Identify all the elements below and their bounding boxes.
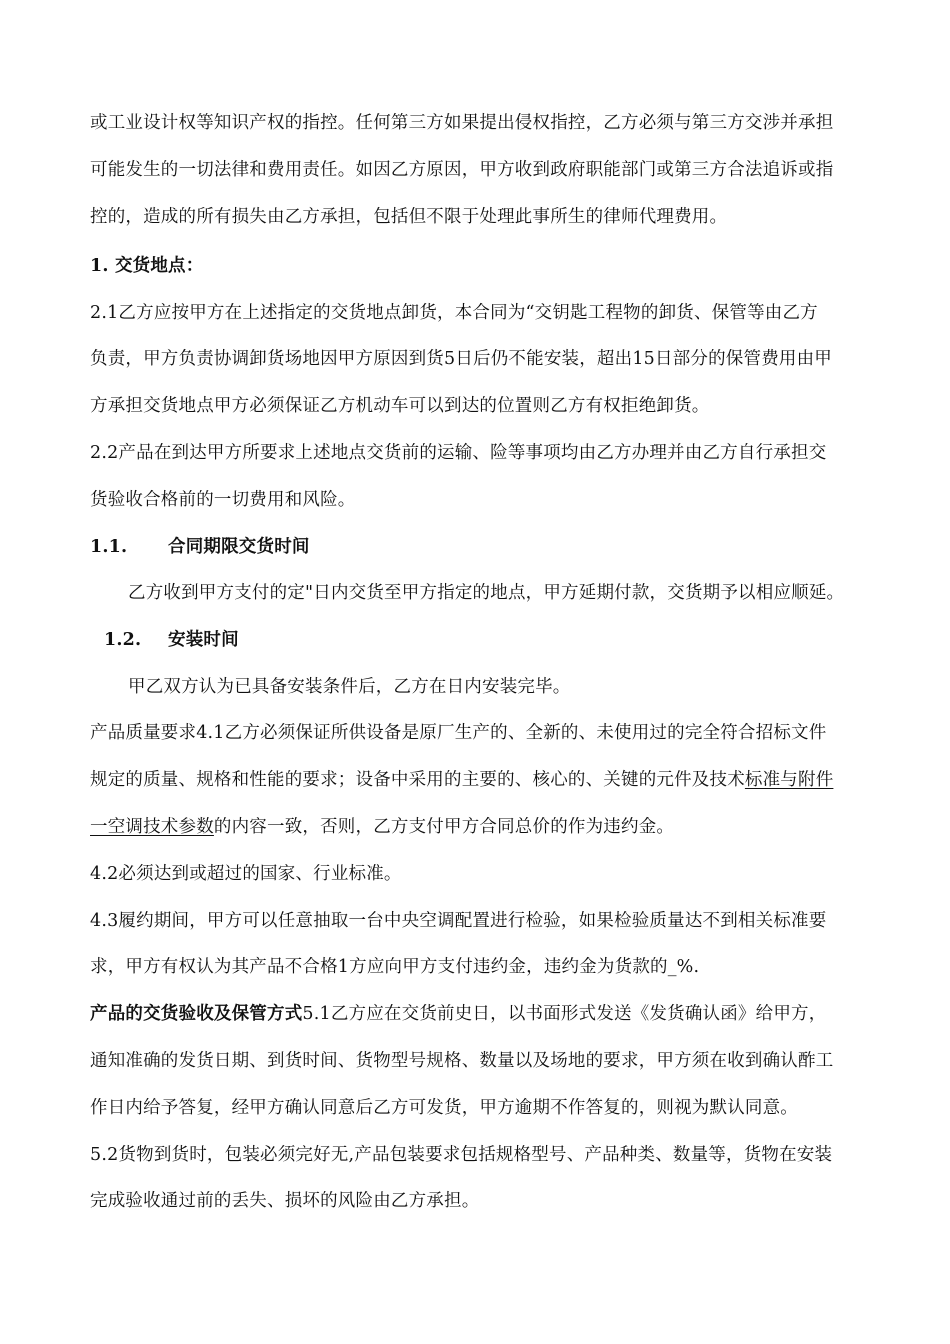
quality-text: 规定的质量、规格和性能的要求；设备中采用的主要的、核心的、关键的元件及技术 [90, 770, 745, 790]
quality-line [90, 815, 905, 839]
clause-5-2-line: 完成验收通过前的丢失、损坏的风险由乙方承担。 [90, 1191, 480, 1211]
clause-2-2-line: 2.2产品在到达甲方所要求上述地点交货前的运输、险等事项均由乙方办理并由乙方自行承担交 [90, 443, 827, 463]
clause-2-1-line: 2.1乙方应按甲方在上述指定的交货地点卸货，本合同为“交钥匙工程物的卸货、保管等由乙方 [90, 303, 818, 323]
quality-text: 的内容一致，否则，乙方支付甲方合同总价的作为违约金。 [213, 817, 675, 837]
heading-title: 合同期限交货时间 [168, 537, 310, 557]
acceptance-text: 5.1乙方应在交货前史日，以书面形式发送《发货确认函》给甲方， [302, 1004, 827, 1024]
text-line: 可能发生的一切法律和费用责任。如因乙方原因，甲方收到政府职能部门或第三方合法追诉或指 [90, 160, 834, 180]
underlined-reference: 一空调技术参数 [90, 817, 214, 837]
text-line: 控的，造成的所有损失由乙方承担，包括但不限于处理此事所生的律师代理费用。 [90, 207, 728, 227]
heading-title: 安装时间 [168, 630, 239, 650]
quality-line [90, 768, 905, 792]
quality-line: 产品质量要求4.1乙方必须保证所供设备是原厂生产的、全新的、未使用过的完全符合招标文件 [90, 723, 827, 743]
paragraph-1-2: 甲乙双方认为已具备安装条件后，乙方在日内安装完毕。 [128, 677, 571, 697]
clause-4-3-line: 4.3履约期间，甲方可以任意抽取一台中央空调配置进行检验，如果检验质量达不到相关标准要 [90, 911, 827, 931]
clause-4-3-line: 求，甲方有权认为其产品不合格1方应向甲方支付违约金，违约金为货款的_%. [90, 957, 700, 977]
section-heading-1-2 [104, 628, 919, 652]
heading-number: 1.2. [104, 630, 142, 650]
clause-2-2-line: 货验收合格前的一切费用和风险。 [90, 490, 356, 510]
acceptance-line: 通知准确的发货日期、到货时间、货物型号规格、数量以及场地的要求，甲方须在收到确认酢工 [90, 1051, 834, 1071]
underlined-reference: 标准与附件 [744, 770, 834, 790]
clause-5-2-line: 5.2货物到货时，包装必须完好无,产品包装要求包括规格型号、产品种类、数量等，货物在安装 [90, 1145, 833, 1165]
acceptance-line [90, 1002, 905, 1026]
paragraph-1-1: 乙方收到甲方支付的定"日内交货至甲方指定的地点，甲方延期付款，交货期予以相应顺延。 [128, 583, 845, 603]
heading-number: 1.1. [90, 537, 128, 557]
acceptance-title: 产品的交货验收及保管方式 [90, 1004, 303, 1024]
clause-4-2: 4.2必须达到或超过的国家、行业标准。 [90, 864, 402, 884]
section-heading-1-1 [90, 535, 905, 559]
clause-2-1-line: 方承担交货地点甲方必须保证乙方机动车可以到达的位置则乙方有权拒绝卸货。 [90, 396, 710, 416]
section-heading-delivery-place: 1. 交货地点： [90, 256, 204, 276]
clause-2-1-line: 负责，甲方负责协调卸货场地因甲方原因到货5日后仍不能安装，超出15日部分的保管费用由甲 [90, 349, 832, 369]
text-line: 或工业设计权等知识产权的指控。任何第三方如果提出侵权指控，乙方必须与第三方交涉并承担 [90, 113, 834, 133]
acceptance-line: 作日内给予答复，经甲方确认同意后乙方可发货，甲方逾期不作答复的，则视为默认同意。 [90, 1098, 798, 1118]
